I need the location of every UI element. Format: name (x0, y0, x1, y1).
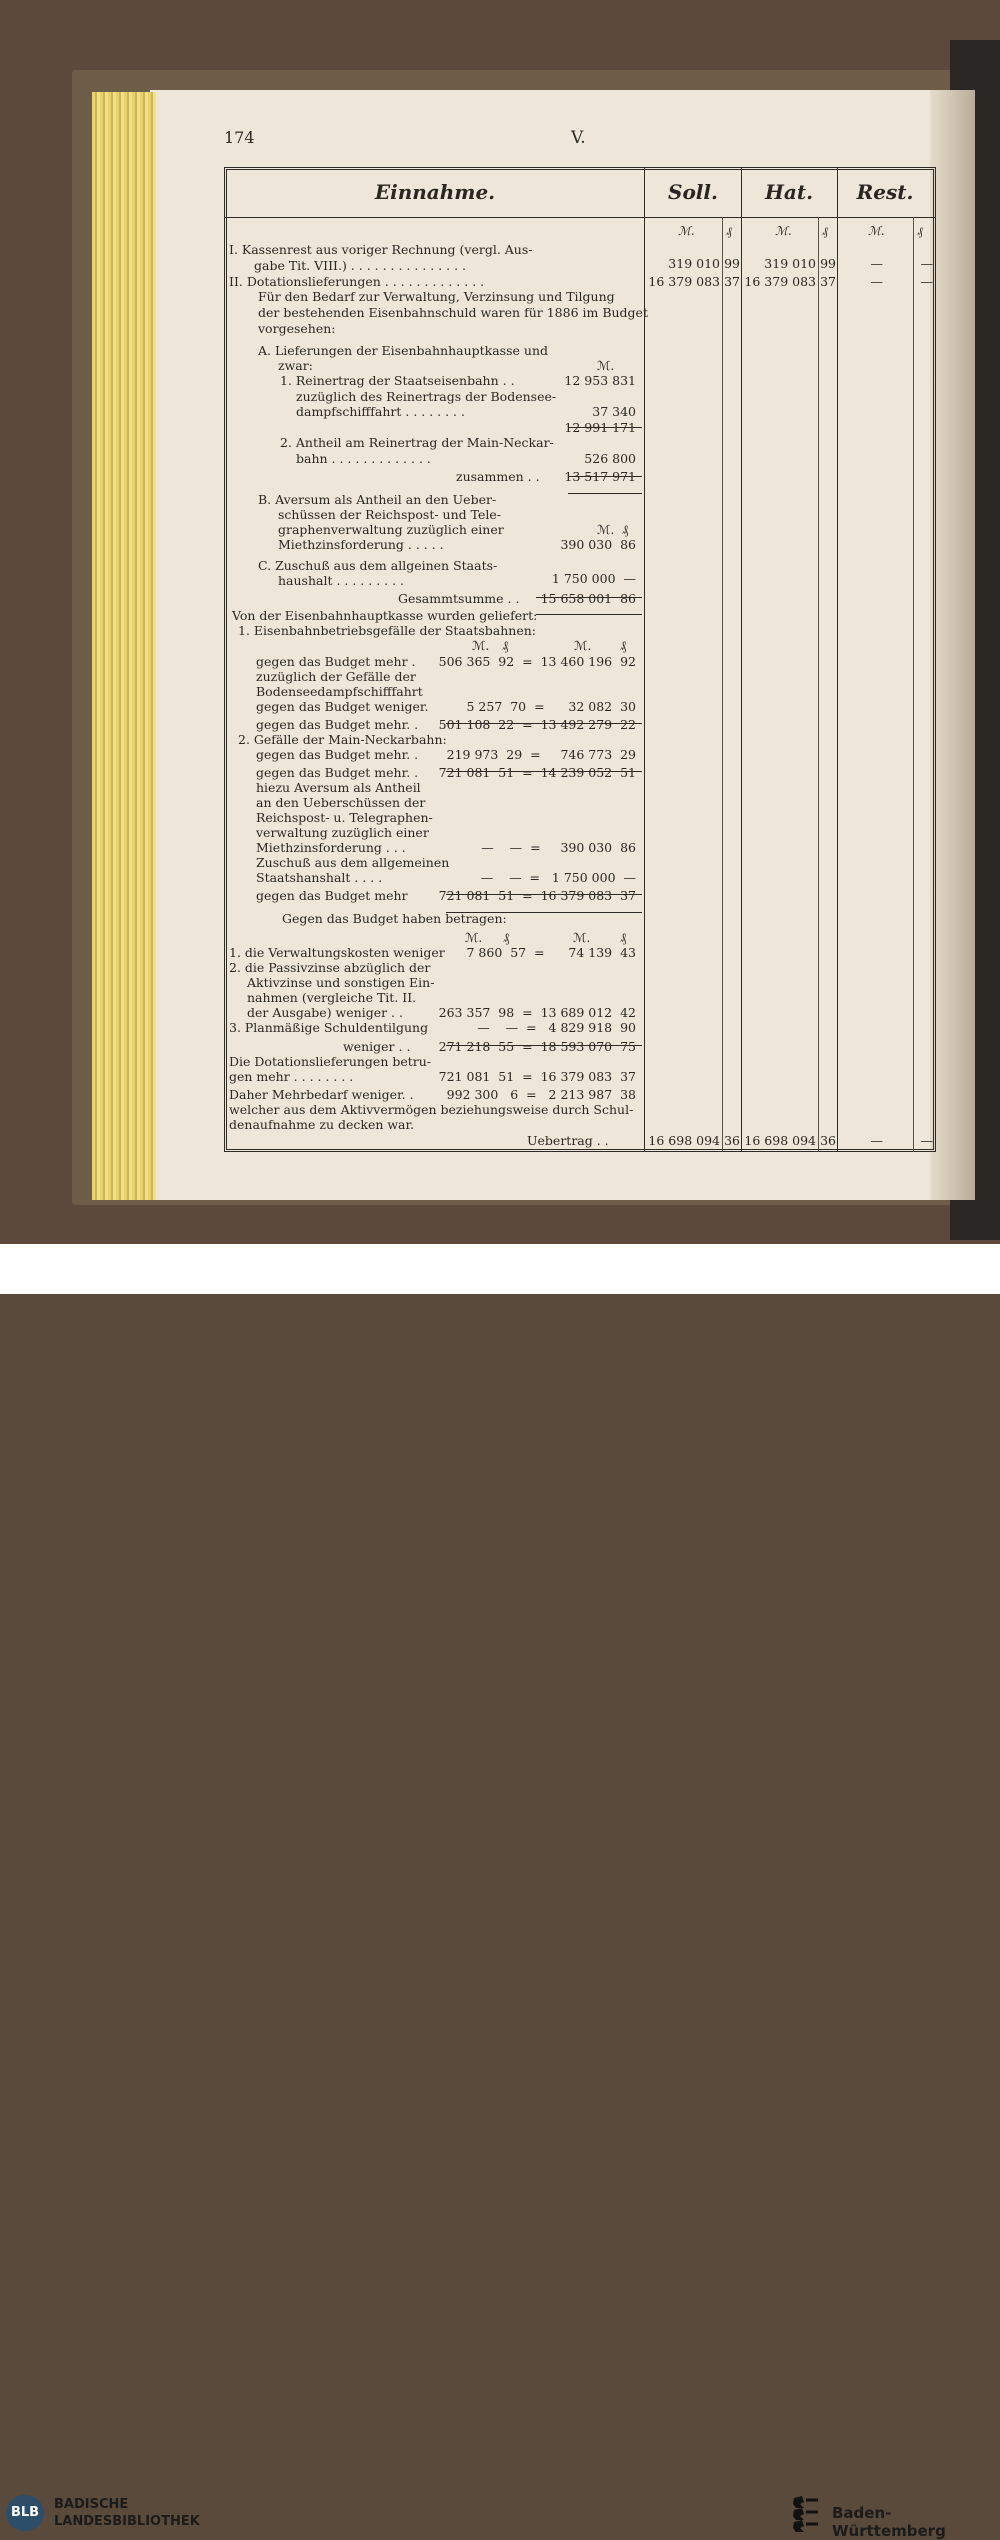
ledger-line: weniger . . (343, 1039, 411, 1054)
blb-library-name (54, 2496, 200, 2530)
sum-rule (568, 493, 642, 494)
column-value: — (870, 274, 883, 289)
sum-rule (446, 1045, 642, 1046)
unit-mark: ℳ. (678, 224, 695, 238)
ledger-line: der Ausgabe) weniger . . (247, 1005, 403, 1020)
column-value: — (870, 1133, 883, 1148)
ledger-line: 1. Eisenbahnbetriebsgefälle der Staatsbahnen: (238, 623, 536, 638)
ledger-line: zuzüglich der Gefälle der (256, 669, 416, 684)
ledger-line: bahn . . . . . . . . . . . . . (296, 451, 431, 466)
blb-name-line2: LANDESBIBLIOTHEK (54, 2514, 200, 2529)
amount-value: 721 081 51 = 16 379 083 37 (438, 1069, 636, 1084)
ledger-line: gegen das Budget weniger. (256, 699, 429, 714)
unit-label: ₰ (620, 638, 627, 653)
ledger-line: Miethzinsforderung . . . (256, 840, 406, 855)
unit-label: ℳ. (597, 522, 615, 537)
page-number: 174 (224, 128, 255, 147)
blb-name-line1: BADISCHE (54, 2497, 129, 2512)
column-value: — (920, 1133, 933, 1148)
column-value: 319 010 (764, 256, 816, 271)
column-value: — (920, 256, 933, 271)
ledger-line: schüssen der Reichspost- und Tele- (278, 507, 502, 522)
unit-label: ₰ (502, 638, 509, 653)
ledger-line: Von der Eisenbahnhauptkasse wurden geliefert: (232, 608, 538, 623)
ledger-line: Miethzinsforderung . . . . . (278, 537, 444, 552)
ledger-line: Staatshanshalt . . . . (256, 870, 383, 885)
amount-value: 271 218 55 = 18 593 070 75 (438, 1039, 636, 1054)
header-einnahme: Einnahme. (374, 180, 496, 204)
sum-rule (446, 771, 642, 772)
ledger-line: Gesammtsumme . . (398, 591, 520, 606)
amount-value: 501 108 22 = 13 492 279 22 (438, 717, 636, 732)
amount-value: 263 357 98 = 13 689 012 42 (438, 1005, 636, 1020)
amount-value: 390 030 86 (560, 537, 636, 552)
amount-value: 721 081 51 = 16 379 083 37 (438, 888, 636, 903)
ledger-line: 3. Planmäßige Schuldentilgung (229, 1020, 429, 1035)
ledger-line: Bodenseedampfschifffahrt (256, 684, 423, 699)
ledger-line: Reichspost- u. Telegraphen- (256, 810, 433, 825)
unit-pf: ₰ (726, 224, 732, 238)
ledger-line: 2. Gefälle der Main-Neckarbahn: (238, 732, 447, 747)
scanned-page-background (0, 0, 1000, 1244)
ledger-line: gegen das Budget mehr. . (256, 747, 419, 762)
column-value: 37 (724, 274, 740, 289)
pf-divider (913, 217, 914, 1152)
unit-mark: ℳ. (868, 224, 885, 238)
ledger-line: I. Kassenrest aus voriger Rechnung (vergl. Aus- (229, 242, 533, 257)
ledger-line: gegen das Budget mehr. . (256, 717, 419, 732)
unit-label: ₰ (622, 522, 629, 537)
ledger-line: Aktivzinse und sonstigen Ein- (247, 975, 435, 990)
ledger-line: B. Aversum als Antheil an den Ueber- (258, 492, 497, 507)
ledger-line: an den Ueberschüssen der (256, 795, 426, 810)
amount-value: — — = 390 030 86 (481, 840, 636, 855)
sum-rule (568, 476, 642, 477)
unit-mark: ℳ. (775, 224, 792, 238)
column-value: 319 010 (668, 256, 720, 271)
ledger-line: Die Dotationslieferungen betru- (229, 1054, 432, 1069)
amount-value: 506 365 92 = 13 460 196 92 (438, 654, 636, 669)
column-value: 16 698 094 (648, 1133, 720, 1148)
ledger-line: Für den Bedarf zur Verwaltung, Verzinsung und Tilgung (258, 289, 615, 304)
amount-value: 1 750 000 — (551, 571, 636, 586)
pf-divider (818, 217, 819, 1152)
column-value: — (870, 256, 883, 271)
amount-value: 219 973 29 = 746 773 29 (446, 747, 636, 762)
amount-value: 12 991 171 (564, 420, 636, 435)
sum-rule (536, 597, 642, 598)
sum-rule (446, 723, 642, 724)
ledger-line: zusammen . . (456, 469, 540, 484)
unit-label: ₰ (503, 930, 510, 945)
amount-value: 5 257 70 = 32 082 30 (466, 699, 636, 714)
ledger-line: graphenverwaltung zuzüglich einer (278, 522, 504, 537)
sum-rule (446, 912, 642, 913)
ledger-line: zuzüglich des Reinertrags der Bodensee- (296, 389, 557, 404)
amount-value: — — = 1 750 000 — (480, 870, 636, 885)
unit-label: ℳ. (472, 638, 490, 653)
column-value: 99 (820, 256, 836, 271)
ledger-line: A. Lieferungen der Eisenbahnhauptkasse und (258, 343, 548, 358)
ledger-line: welcher aus dem Aktivvermögen beziehungsweise durch Schul- (229, 1102, 634, 1117)
ledger-line: Daher Mehrbedarf weniger. . (229, 1087, 414, 1102)
ledger-line: 1. die Verwaltungskosten weniger (229, 945, 445, 960)
amount-value: — — = 4 829 918 90 (477, 1020, 636, 1035)
ledger-line: gen mehr . . . . . . . . (229, 1069, 354, 1084)
header-rest: Rest. (856, 180, 914, 204)
unit-pf: ₰ (822, 224, 828, 238)
ledger-line: C. Zuschuß aus dem allgeinen Staats- (258, 558, 498, 573)
unit-label: ℳ. (465, 930, 483, 945)
ledger-line: gegen das Budget mehr (256, 888, 408, 903)
ledger-line: vorgesehen: (258, 321, 336, 336)
ledger-line: hiezu Aversum als Antheil (256, 780, 421, 795)
sum-rule (568, 427, 642, 428)
unit-label: ℳ. (597, 358, 615, 373)
column-value: 36 (724, 1133, 740, 1148)
amount-value: 12 953 831 (564, 373, 636, 388)
column-value: — (920, 274, 933, 289)
header-rule (224, 217, 936, 218)
amount-value: 37 340 (592, 404, 636, 419)
ledger-line: haushalt . . . . . . . . . (278, 573, 405, 588)
bw-state-name[interactable]: Baden-Württemberg (832, 2504, 946, 2540)
amount-value: 7 860 57 = 74 139 43 (466, 945, 636, 960)
ledger-line: II. Dotationslieferungen . . . . . . . . . . . . . (229, 274, 485, 289)
ledger-line: Uebertrag . . (527, 1133, 609, 1148)
ledger-line: dampfschifffahrt . . . . . . . . (296, 404, 465, 419)
header-hat: Hat. (764, 180, 814, 204)
column-value: 16 698 094 (744, 1133, 816, 1148)
unit-label: ℳ. (574, 638, 592, 653)
column-value: 99 (724, 256, 740, 271)
unit-label: ₰ (620, 930, 627, 945)
sum-rule (536, 614, 642, 615)
ledger-line: gegen das Budget mehr . (256, 654, 416, 669)
ledger-line: Gegen das Budget haben betragen: (282, 911, 507, 926)
page-edges (92, 92, 156, 1200)
sum-rule (446, 894, 642, 895)
ledger-line: Zuschuß aus dem allgemeinen (256, 855, 450, 870)
page-shadow (930, 90, 975, 1200)
ledger-line: nahmen (vergleiche Tit. II. (247, 990, 417, 1005)
ledger-line: 2. die Passivzinse abzüglich der (229, 960, 431, 975)
column-value: 37 (820, 274, 836, 289)
ledger-line: der bestehenden Eisenbahnschuld waren für 1886 im Budget (258, 305, 648, 320)
ledger-line: verwaltung zuzüglich einer (256, 825, 429, 840)
ledger-line: zwar: (278, 358, 313, 373)
blb-logo-icon[interactable]: BLB (6, 2495, 44, 2531)
column-divider (837, 167, 838, 1152)
ledger-line: 2. Antheil am Reinertrag der Main-Neckar- (280, 435, 554, 450)
column-divider (741, 167, 742, 1152)
column-value: 16 379 083 (648, 274, 720, 289)
amount-value: 13 517 971 (564, 469, 636, 484)
amount-value: 992 300 6 = 2 213 987 38 (446, 1087, 636, 1102)
bw-lions-icon[interactable] (790, 2494, 822, 2532)
footer-bar (0, 1244, 1000, 2540)
ledger-line: 1. Reinertrag der Staatseisenbahn . . (280, 373, 515, 388)
pf-divider (722, 217, 723, 1152)
amount-value: 526 800 (584, 451, 636, 466)
ledger-line: gabe Tit. VIII.) . . . . . . . . . . . . . . . (254, 258, 467, 273)
header-soll: Soll. (668, 180, 718, 204)
unit-label: ℳ. (573, 930, 591, 945)
amount-value: 721 081 51 = 14 239 052 51 (438, 765, 636, 780)
ledger-line: denaufnahme zu decken war. (229, 1117, 415, 1132)
ledger-line: gegen das Budget mehr. . (256, 765, 419, 780)
column-value: 36 (820, 1133, 836, 1148)
chapter-number: V. (571, 128, 586, 148)
amount-value: 15 658 001 86 (540, 591, 636, 606)
unit-pf: ₰ (917, 224, 923, 238)
column-value: 16 379 083 (744, 274, 816, 289)
